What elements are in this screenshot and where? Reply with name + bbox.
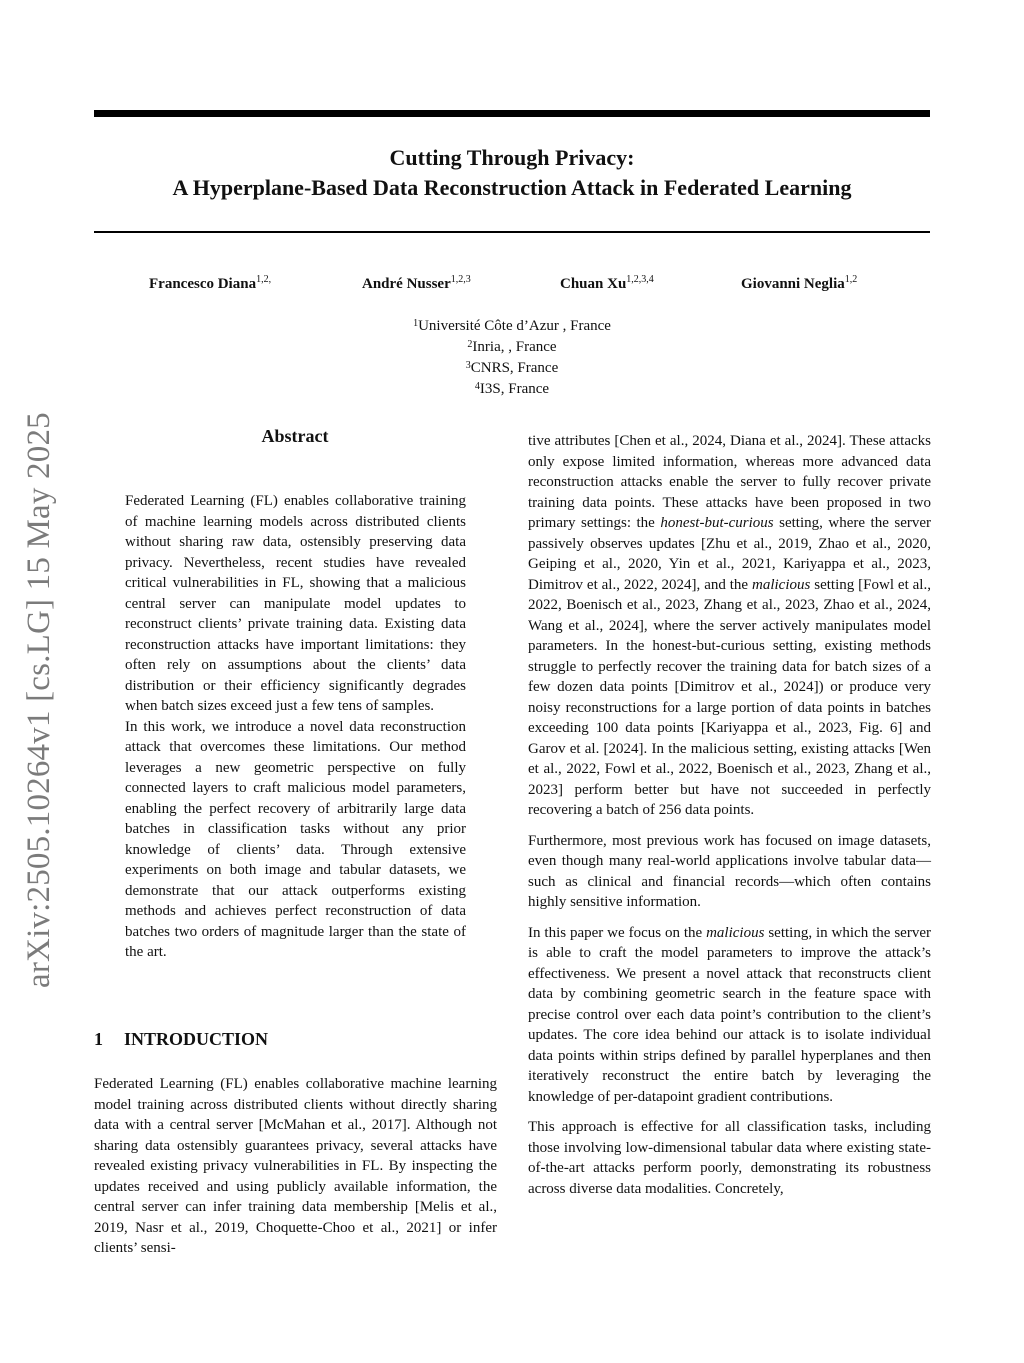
author-affiliation-marker: 1,2,3: [450, 274, 471, 285]
affiliations: [94, 316, 930, 400]
right-column: [528, 431, 931, 1199]
section-title: INTRODUCTION: [124, 1029, 269, 1049]
abstract-heading: Abstract: [261, 426, 329, 446]
right-paragraph-4: This approach is effective for all classification tasks, including those involving low-dimensional tabular data where existing state-of-the-art attacks perform poorly, demonstrating its robustness across diverse data modalities. Concretely,: [528, 1119, 931, 1197]
right-paragraph-1: tive attributes [Chen et al., 2024, Diana et al., 2024]. These attacks only expose limited information, whereas more advanced data reconstruction attacks enable the server to fully recover private training data points. These attacks have been proposed in two primary settings: the honest-but-curious setting, where the server passively observes updates [Zhu et al., 2019, Zhao et al., 2020, Geiping et al., 2020, Yin et al., 2021, Kariyappa et al., 2023, Dimitrov et al., 2022, 2024], and the malicious setting [Fowl et al., 2022, Boenisch et al., 2023, Zhang et al., 2023, Zhao et al., 2024, Wang et al., 2024], where the server actively manipulates model parameters. In the honest-but-curious setting, existing methods struggle to perfectly recover the training data for batch sizes of a few dozen data points [Dimitrov et al., 2024]) or produce very noisy reconstructions for a large portion of data points in batches exceeding 100 data points [Kariyappa et al., 2023, Fig. 6] and Garov et al. [2024]. In the malicious setting, existing attacks [Wen et al., 2022, Fowl et al., 2022, Boenisch et al., 2023, Zhang et al., 2023] perform better but have not succeeded in perfectly recovering a batch of 256 data points.: [528, 433, 931, 818]
author-affiliation-marker: 1,2,3,4: [626, 274, 654, 285]
author-4: [741, 276, 857, 293]
affiliation-3: $^3$CNRS, France: [465, 360, 559, 376]
author-name: Giovanni Neglia: [741, 276, 845, 292]
intro-left-column: [94, 1074, 497, 1259]
title-top-rule: [94, 110, 930, 117]
author-affiliation-marker: 1,2: [844, 274, 858, 285]
paper-title: [94, 143, 930, 203]
author-name: André Nusser: [362, 276, 451, 292]
title-line-1: Cutting Through Privacy:: [389, 145, 635, 170]
abstract-paragraph-2: In this work, we introduce a novel data reconstruction attack that overcomes these limitations. Our method leverages a new geometric perspective on fully connected layers to craft malicious model parameters, enabling the perfect recovery of arbitrarily large data batches in classification tasks without any prior knowledge of clients’ data. Through extensive experiments on both image and tabular datasets, we demonstrate that our attack outperforms existing methods and achieves perfect reconstruction of data batches two orders of magnitude larger than the state of the art.: [125, 718, 466, 960]
author-name: Francesco Diana: [149, 276, 257, 292]
author-2: [362, 276, 471, 293]
right-paragraph-2: Furthermore, most previous work has focused on image datasets, even though many real-world applications involve tabular data—such as clinical and financial records—which often contains highly sensitive information.: [528, 832, 931, 910]
affiliation-1: $^1$Université Côte d’Azur , France: [413, 318, 611, 334]
section-number: 1: [94, 1029, 103, 1049]
affiliation-4: $^4$I3S, France: [474, 381, 550, 397]
intro-paragraph-1: Federated Learning (FL) enables collaborative machine learning model training across distributed clients without directly sharing data with a central server [McMahan et al., 2017]. Although not sharing data ostensibly guarantees privacy, several attacks have revealed existing privacy vulnerabilities in FL. By inspecting the updates received and using publicly available information, the central server can infer training data membership [Melis et al., 2019, Nasr et al., 2019, Choquette-Choo et al., 2021] or infer clients’ sensi-: [94, 1076, 497, 1256]
author-1: [149, 276, 271, 293]
abstract-body: [125, 491, 466, 963]
author-3: [560, 276, 654, 293]
arxiv-identifier-stamp: arXiv:2505.10264v1 [cs.LG] 15 May 2025: [21, 412, 57, 988]
title-line-2: A Hyperplane-Based Data Reconstruction Attack in Federated Learning: [172, 175, 852, 200]
author-affiliation-marker: 1,2,: [256, 274, 272, 285]
title-bottom-rule: [94, 231, 930, 233]
section-heading-introduction: [94, 1029, 268, 1050]
author-name: Chuan Xu: [560, 276, 627, 292]
abstract-paragraph-1: Federated Learning (FL) enables collaborative training of machine learning models across distributed clients without sharing raw data, ostensibly preserving data privacy. Nevertheless, recent studies have revealed critical vulnerabilities in FL, showing that a malicious central server can manipulate model updates to reconstruct clients’ private training data. Existing data reconstruction attacks have important limitations: they often rely on assumptions about the clients’ data distribution or their efficiency significantly degrades when batch sizes exceed just a few tens of samples.: [125, 493, 466, 714]
right-paragraph-3: In this paper we focus on the malicious setting, in which the server is able to craft the model parameters to improve the attack’s effectiveness. We present a novel attack that reconstructs client data by combining geometric search in the feature space with precise control over each data point’s contribution to the client’s updates. The core idea behind our attack is to isolate individual data points within strips defined by parallel hyperplanes and then iteratively reconstruct the entire batch by leveraging the knowledge of per-datapoint gradient contributions.: [528, 924, 931, 1105]
affiliation-2: $^2$Inria, , France: [467, 339, 557, 355]
